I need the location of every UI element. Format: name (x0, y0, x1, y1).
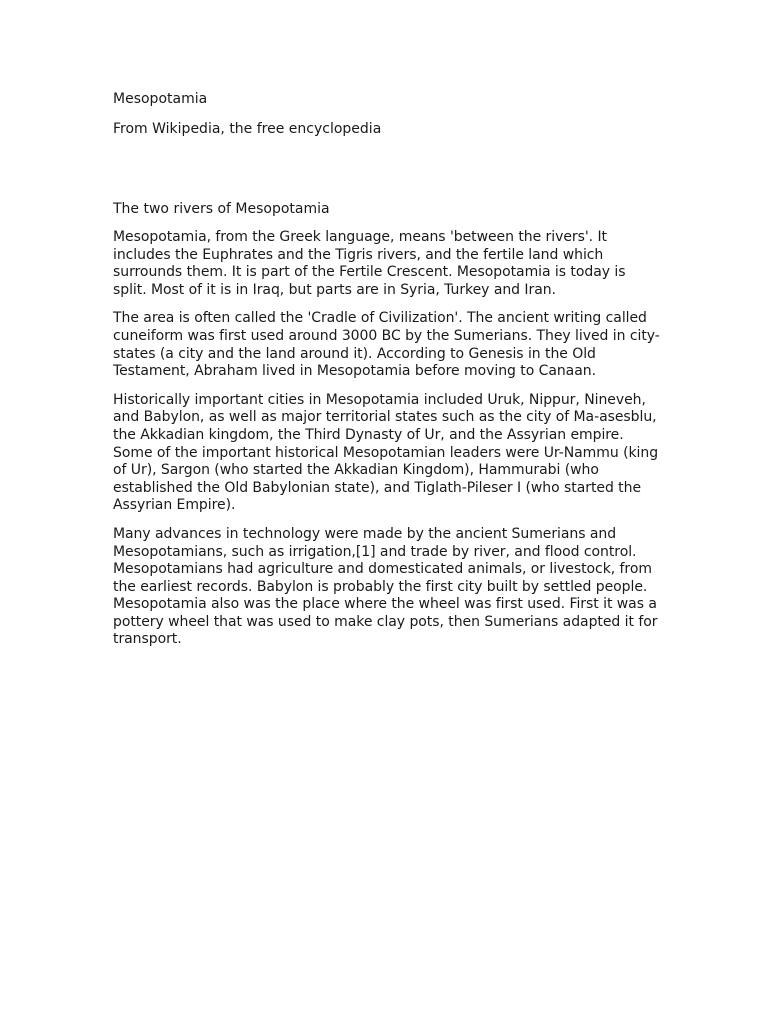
document-title: Mesopotamia (113, 91, 208, 107)
paragraph-1: Mesopotamia, from the Greek language, means 'between the rivers'. It includes the Euphrates and the Tigris rivers, and the fertile land which surrounds them. It is part of the Fertile Crescent. Mesopotamia is today is split. Most of it is in Iraq, but parts are in Syria, Turkey and Iran. (113, 229, 626, 298)
document-subtitle: From Wikipedia, the free encyclopedia (113, 121, 382, 137)
paragraph-4: Many advances in technology were made by the ancient Sumerians and Mesopotamians, such as irrigation,[1] and trade by river, and flood control. Mesopotamians had agriculture and domesticated animals, or livestock, from the earliest records. Babylon is probably the first city built by settled people. Mesopotamia also was the place where the wheel was first used. First it was a pottery wheel that was used to make clay pots, then Sumerians adapted it for transport. (113, 525, 658, 648)
paragraph-2: The area is often called the 'Cradle of Civilization'. The ancient writing called cuneiform was first used around 3000 BC by the Sumerians. They lived in city-states (a city and the land around it). According to Genesis in the Old Testament, Abraham lived in Mesopotamia before moving to Canaan. (113, 310, 660, 380)
image-caption: The two rivers of Mesopotamia (113, 201, 330, 217)
document-page (113, 90, 661, 649)
paragraph-3: Historically important cities in Mesopotamia included Uruk, Nippur, Nineveh, and Babylon, as well as major territorial states such as the city of Ma-asesblu, the Akkadian kingdom, the Third Dynasty of Ur, and the Assyrian empire. Some of the important historical Mesopotamian leaders were Ur-Nammu (king of Ur), Sargon (who started the Akkadian Kingdom), Hammurabi (who established the Old Babylonian state), and Tiglath-Pileser I (who started the Assyrian Empire). (113, 391, 659, 514)
